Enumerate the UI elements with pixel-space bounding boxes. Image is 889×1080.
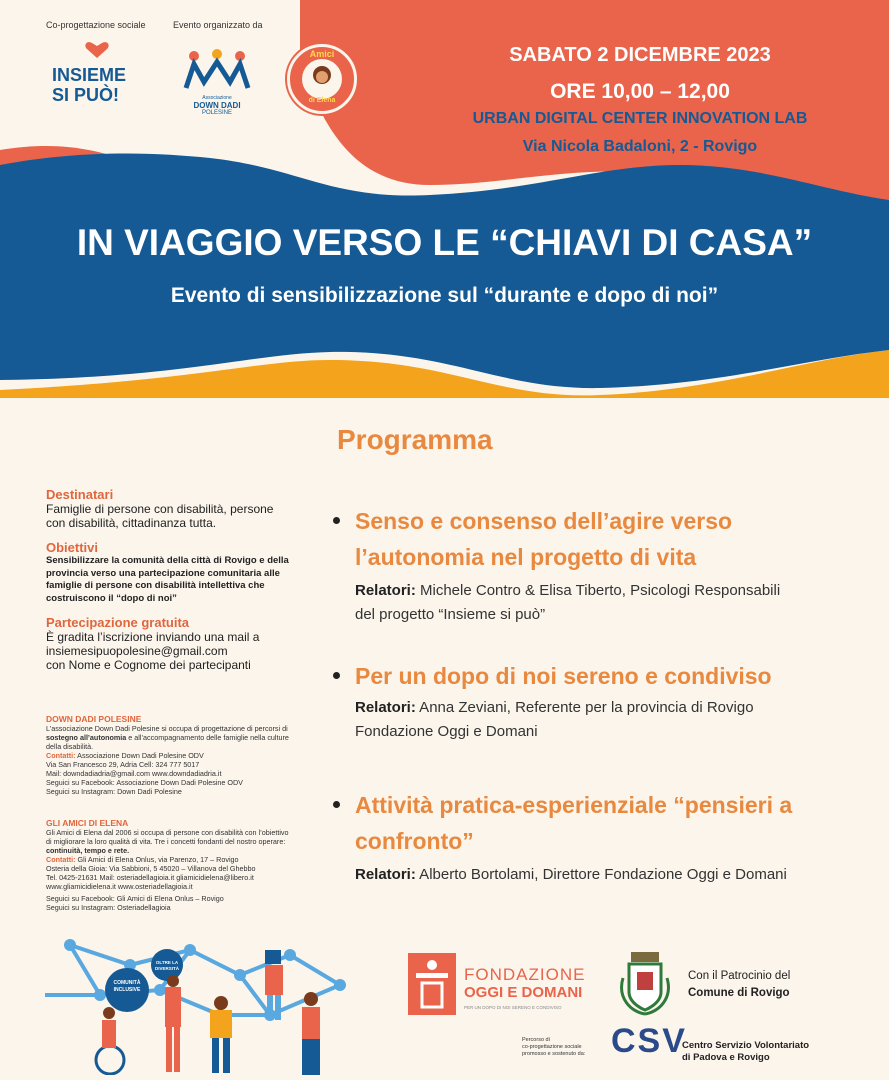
down-dadi-line: Via San Francesco 29, Adria Cell: 324 777 5017 <box>46 760 200 769</box>
program-item-2 <box>333 658 873 744</box>
percorso-label: Percorso di co-progettazione sociale promosso e sostenuto da: <box>522 1037 586 1057</box>
partecipazione-line3: con Nome e Cognome dei partecipanti <box>46 658 251 672</box>
down-dadi-contatti: Contatti: Associazione Down Dadi Polesine ODV <box>46 751 204 760</box>
fondazione-icon <box>408 953 456 1015</box>
main-title: IN VIAGGIO VERSO LE “CHIAVI DI CASA” <box>76 222 813 263</box>
event-time: ORE 10,00 – 12,00 <box>550 80 730 103</box>
destinatari-heading: Destinatari <box>46 487 114 502</box>
partecipazione-email: insiemesipuopolesine@gmail.com <box>46 644 228 658</box>
patrocinio-name: Comune di Rovigo <box>688 987 790 999</box>
program-item-relatori: Relatori: Alberto Bortolami, Direttore Fondazione Oggi e Domani <box>355 866 787 883</box>
program-item-relatori: Relatori: Michele Contro & Elisa Tiberto, Psicologi Responsabili <box>355 582 781 599</box>
program-item-relatori: Fondazione Oggi e Domani <box>355 723 538 740</box>
amici-text-bottom: di Elena <box>308 97 336 104</box>
person-icon <box>165 975 181 1072</box>
insieme-line2: SI PUÒ! <box>52 85 120 105</box>
subtitle: Evento di sensibilizzazione sul “durante e dopo di noi” <box>170 284 719 307</box>
amici-line: Osteria della Gioia: Via Sabbioni, 5 45020 – Villanova del Ghebbo <box>46 864 256 873</box>
patrocinio-label: Con il Patrocinio del <box>688 970 791 982</box>
program-item-relatori: Relatori: Anna Zeviani, Referente per la provincia di Rovigo <box>355 699 754 716</box>
program-item-title: Senso e consenso dell’agire verso <box>355 508 733 534</box>
person-icon <box>265 950 283 1020</box>
insieme-si-puo-logo <box>52 40 142 105</box>
down-dadi-polesine: POLESINE <box>201 110 232 116</box>
heart-icon <box>52 40 142 60</box>
down-dadi-line: Seguici su Instagram: Down Dadi Polesine <box>46 787 182 796</box>
bullet-icon <box>333 801 340 808</box>
partecipazione-line1: È gradita l’iscrizione inviando una mail a <box>46 630 260 644</box>
amici-line: Seguici su Facebook: Gli Amici di Elena Onlus – Rovigo <box>46 894 224 903</box>
amici-line: Tel. 0425-21631 Mail: osteriadellagioia.it gliamicidielena@libero.it <box>46 873 254 882</box>
amici-di-elena-logo <box>287 44 357 114</box>
bullet-icon <box>333 672 340 679</box>
bubble-comunita-text: COMUNITÀ INCLUSIVE <box>113 980 141 993</box>
program-item-title: l’autonomia nel progetto di vita <box>355 544 697 570</box>
amici-contacts <box>46 818 296 912</box>
down-dadi-name: DOWN DADI <box>193 101 241 110</box>
coprog-label: Co-progettazione sociale <box>46 20 146 30</box>
insieme-line1: INSIEME <box>52 65 127 85</box>
fondazione-logo-text: FONDAZIONE OGGI E DOMANI PER UN DOPO DI NOI SERENO E CONDIVISO <box>464 965 586 1010</box>
event-venue: URBAN DIGITAL CENTER INNOVATION LAB <box>472 110 808 127</box>
down-dadi-line: Seguici su Facebook: Associazione Down Dadi Polesine ODV <box>46 778 243 787</box>
amici-text-top: Amici <box>309 49 335 59</box>
program-item-title: confronto” <box>355 828 474 854</box>
community-illustration <box>40 935 370 1075</box>
program-item-relatori: del progetto “Insieme si può” <box>355 606 546 623</box>
person-wheelchair-icon <box>96 1007 124 1074</box>
event-address: Via Nicola Badaloni, 2 - Rovigo <box>522 138 758 155</box>
down-dadi-figures-icon <box>182 48 252 90</box>
left-info-column <box>46 487 296 672</box>
obiettivi-body: Sensibilizzare la comunità della città di Rovigo e della provincia verso una partecipazione comunitaria alle famiglie di persone con disabilità intellettiva che costruiscono il “dopo di noi” <box>46 555 289 604</box>
program-item-title: Attività pratica-esperienziale “pensieri a <box>355 792 793 818</box>
down-dadi-contacts <box>46 714 296 796</box>
bubble-diversita-text: OLTRE LA DIVERSITÀ <box>154 960 179 971</box>
person-icon <box>302 992 320 1075</box>
bullet-icon <box>333 517 340 524</box>
csv-logo: CSV <box>611 1022 687 1060</box>
partecipazione-heading: Partecipazione gratuita <box>46 615 190 630</box>
down-dadi-description: L’associazione Down Dadi Polesine si occupa di progettazione di percorsi di sostegno all’autonomia e all’accompagnamento delle famiglie nella culture della disabilità. <box>46 724 289 751</box>
rovigo-crest-icon <box>617 948 673 1016</box>
amici-contatti: Contatti: Gli Amici di Elena Onlus, via Parenzo, 17 – Rovigo <box>46 855 239 864</box>
person-icon <box>210 996 232 1073</box>
down-dadi-line: Mail: downdadiadria@gmail.com www.downdadiadria.it <box>46 769 222 778</box>
fondazione-logo-mark <box>408 953 456 1015</box>
obiettivi-heading: Obiettivi <box>46 540 99 555</box>
program-item-1 <box>333 503 873 627</box>
csv-name: Centro Servizio Volontariato di Padova e Rovigo <box>682 1040 810 1063</box>
org-label: Evento organizzato da <box>173 20 263 30</box>
down-dadi-assoc: Associazione <box>202 95 232 101</box>
programma-heading: Programma <box>337 424 493 455</box>
event-date: SABATO 2 DICEMBRE 2023 <box>509 44 771 66</box>
amici-line: www.gliamicidielena.it www.osteriadellagioia.it <box>46 882 193 891</box>
amici-face-icon <box>310 65 334 95</box>
amici-description: Gli Amici di Elena dal 2006 si occupa di persone con disabilità con l’obiettivo di migliorare la loro qualità di vita. Tre i concetti fondanti del nostro operare: continuità, tempo e rete. <box>46 828 289 855</box>
program-item-3 <box>333 787 873 887</box>
down-dadi-logo <box>182 48 252 116</box>
amici-heading: GLI AMICI DI ELENA <box>46 818 129 828</box>
destinatari-body: Famiglie di persone con disabilità, persone con disabilità, cittadinanza tutta. <box>46 502 274 530</box>
amici-line: Seguici su Instagram: Osteriadellagioia <box>46 903 171 912</box>
down-dadi-heading: DOWN DADI POLESINE <box>46 714 142 724</box>
program-item-title: Per un dopo di noi sereno e condiviso <box>355 663 772 689</box>
